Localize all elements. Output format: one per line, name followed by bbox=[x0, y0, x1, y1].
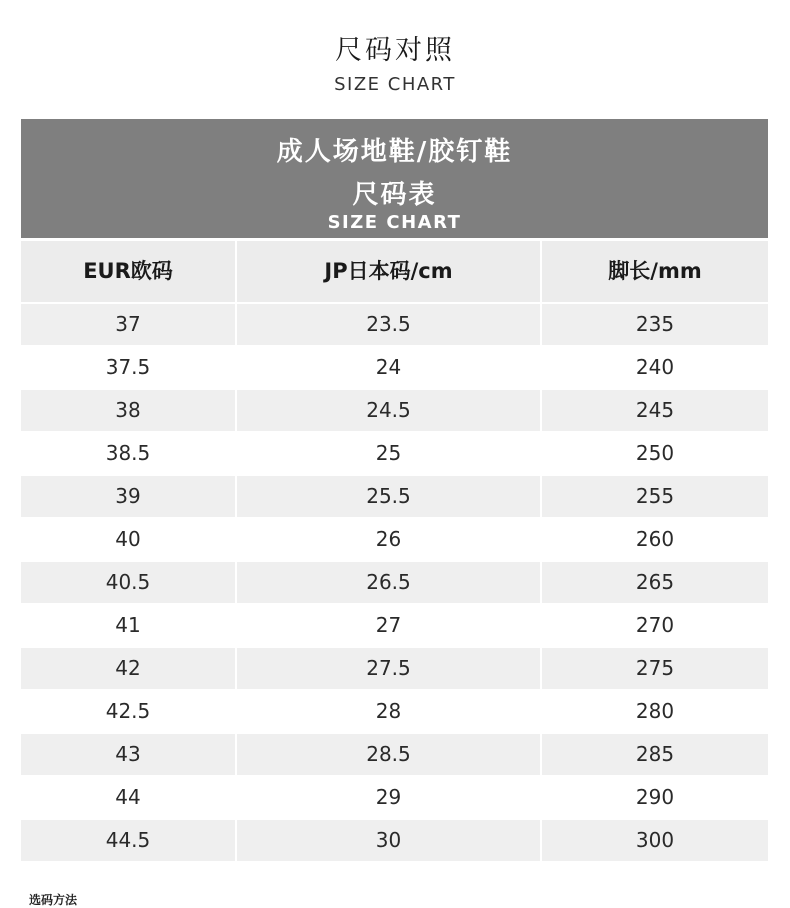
cell-jp: 24 bbox=[237, 347, 540, 388]
cell-eur: 37.5 bbox=[21, 347, 235, 388]
size-table bbox=[21, 241, 768, 863]
cell-jp: 28 bbox=[237, 691, 540, 732]
cell-foot-length: 265 bbox=[542, 562, 768, 603]
cell-foot-length: 245 bbox=[542, 390, 768, 431]
table-row bbox=[21, 648, 768, 689]
cell-jp: 23.5 bbox=[237, 304, 540, 345]
cell-eur: 37 bbox=[21, 304, 235, 345]
table-header-row bbox=[21, 241, 768, 302]
table-row bbox=[21, 691, 768, 732]
cell-jp: 25.5 bbox=[237, 476, 540, 517]
cell-jp: 25 bbox=[237, 433, 540, 474]
cell-foot-length: 280 bbox=[542, 691, 768, 732]
footer-note: 选码方法 bbox=[29, 893, 78, 907]
table-row bbox=[21, 519, 768, 560]
cell-foot-length: 260 bbox=[542, 519, 768, 560]
table-row bbox=[21, 562, 768, 603]
cell-eur: 38.5 bbox=[21, 433, 235, 474]
cell-foot-length: 240 bbox=[542, 347, 768, 388]
column-header-eur: EUR欧码 bbox=[21, 241, 235, 302]
table-row bbox=[21, 304, 768, 345]
page-subtitle: SIZE CHART bbox=[334, 74, 456, 95]
cell-foot-length: 235 bbox=[542, 304, 768, 345]
cell-eur: 40 bbox=[21, 519, 235, 560]
cell-foot-length: 255 bbox=[542, 476, 768, 517]
cell-eur: 44 bbox=[21, 777, 235, 818]
table-row bbox=[21, 820, 768, 861]
column-header-foot-length: 脚长/mm bbox=[542, 241, 768, 302]
cell-jp: 29 bbox=[237, 777, 540, 818]
cell-eur: 38 bbox=[21, 390, 235, 431]
chart-banner bbox=[21, 119, 768, 238]
table-row bbox=[21, 347, 768, 388]
column-header-jp: JP日本码/cm bbox=[237, 241, 540, 302]
cell-eur: 41 bbox=[21, 605, 235, 646]
cell-eur: 40.5 bbox=[21, 562, 235, 603]
table-row bbox=[21, 734, 768, 775]
banner-english-label: SIZE CHART bbox=[327, 212, 462, 233]
cell-eur: 42 bbox=[21, 648, 235, 689]
cell-eur: 44.5 bbox=[21, 820, 235, 861]
cell-jp: 26.5 bbox=[237, 562, 540, 603]
cell-jp: 24.5 bbox=[237, 390, 540, 431]
cell-eur: 42.5 bbox=[21, 691, 235, 732]
banner-subtitle: 尺码表 bbox=[352, 180, 437, 210]
cell-foot-length: 275 bbox=[542, 648, 768, 689]
cell-foot-length: 290 bbox=[542, 777, 768, 818]
cell-jp: 28.5 bbox=[237, 734, 540, 775]
cell-jp: 27 bbox=[237, 605, 540, 646]
table-row bbox=[21, 476, 768, 517]
cell-foot-length: 270 bbox=[542, 605, 768, 646]
cell-eur: 43 bbox=[21, 734, 235, 775]
table-row bbox=[21, 390, 768, 431]
page-title: 尺码对照 bbox=[335, 35, 455, 66]
cell-foot-length: 250 bbox=[542, 433, 768, 474]
cell-jp: 27.5 bbox=[237, 648, 540, 689]
cell-eur: 39 bbox=[21, 476, 235, 517]
table-row bbox=[21, 433, 768, 474]
table-row bbox=[21, 605, 768, 646]
cell-jp: 30 bbox=[237, 820, 540, 861]
cell-jp: 26 bbox=[237, 519, 540, 560]
cell-foot-length: 300 bbox=[542, 820, 768, 861]
cell-foot-length: 285 bbox=[542, 734, 768, 775]
table-row bbox=[21, 777, 768, 818]
banner-title: 成人场地鞋/胶钉鞋 bbox=[276, 137, 513, 167]
